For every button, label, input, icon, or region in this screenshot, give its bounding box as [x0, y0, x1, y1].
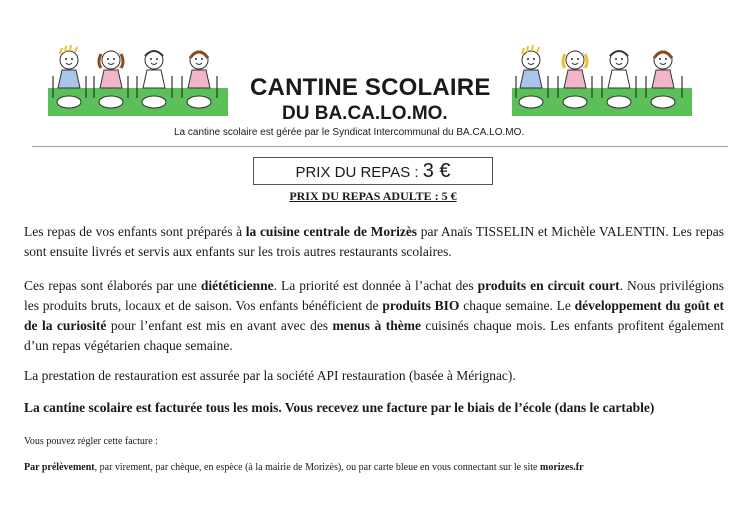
- child-figure: [520, 45, 542, 88]
- text-span: pour l’enfant est mis en avant avec des: [106, 318, 333, 333]
- paragraph-preparation: [24, 222, 724, 262]
- bold-span: produits en circuit court: [477, 278, 620, 293]
- text-span: par Anaïs TISSELIN et Michèle VALENTIN. Les repas sont ensuite livrés et servis aux enfants sur les trois autres restaurants scolaires.: [24, 224, 724, 259]
- paragraph-nutrition: [24, 276, 724, 356]
- text-span: , par virement, par chèque, en espèce (à la mairie de Morizès), ou par carte bleue en vous connectant sur le site: [94, 462, 540, 473]
- child-figure: [99, 51, 123, 88]
- child-figure: [143, 51, 165, 88]
- text-span: cuisinés chaque mois. Les enfants profitent également d’un repas végétarien chaque semaine.: [24, 318, 724, 353]
- child-figure: [652, 51, 674, 88]
- child-figure: [188, 51, 210, 88]
- page-title: CANTINE SCOLAIRE: [250, 74, 491, 101]
- website-link: morizes.fr: [539, 462, 584, 473]
- text-span: Ces repas sont élaborés par une: [24, 278, 201, 293]
- bold-span: diététicienne: [200, 278, 274, 293]
- paragraph-provider: La prestation de restauration est assurée par la société API restauration (basée à Mérignac).: [24, 368, 516, 383]
- text-span: chaque semaine. Le: [459, 298, 575, 313]
- adult-price: PRIX DU REPAS ADULTE : 5 €: [289, 189, 457, 203]
- child-figure: [58, 45, 80, 88]
- text-span: . La priorité est donnée à l’achat des: [273, 278, 478, 293]
- price-value: 3 €: [422, 160, 451, 182]
- bold-span: produits BIO: [382, 298, 460, 313]
- children-at-table-illustration-left: [48, 44, 228, 120]
- bold-span: menus à thème: [332, 318, 421, 333]
- bold-span: développement du goût et de la curiosité: [24, 298, 725, 333]
- paragraph-payment-intro: Vous pouvez régler cette facture :: [24, 436, 158, 447]
- price-label: PRIX DU REPAS :: [295, 164, 423, 181]
- paragraph-payment-methods: [24, 458, 724, 478]
- bold-span: la cuisine centrale de Morizès: [245, 224, 418, 239]
- bold-span: Par prélèvement: [24, 462, 95, 473]
- page-subtitle: La cantine scolaire est gérée par le Syndicat Intercommunal du BA.CA.LO.MO.: [174, 127, 525, 138]
- text-span: Les repas de vos enfants sont préparés à: [24, 224, 246, 239]
- child-figure: [608, 51, 630, 88]
- paragraph-billing: La cantine scolaire est facturée tous les mois. Vous recevez une facture par le biais de l’école (dans le cartable): [24, 400, 655, 415]
- header-divider: [32, 146, 728, 147]
- text-span: . Nous privilégions les produits bruts, locaux et de saison. Vos enfants bénéficient de: [24, 278, 725, 313]
- children-at-table-illustration-right: [512, 44, 692, 120]
- price-box: [253, 157, 493, 185]
- page-title-line2: DU BA.CA.LO.MO.: [282, 103, 448, 124]
- child-figure: [563, 51, 587, 88]
